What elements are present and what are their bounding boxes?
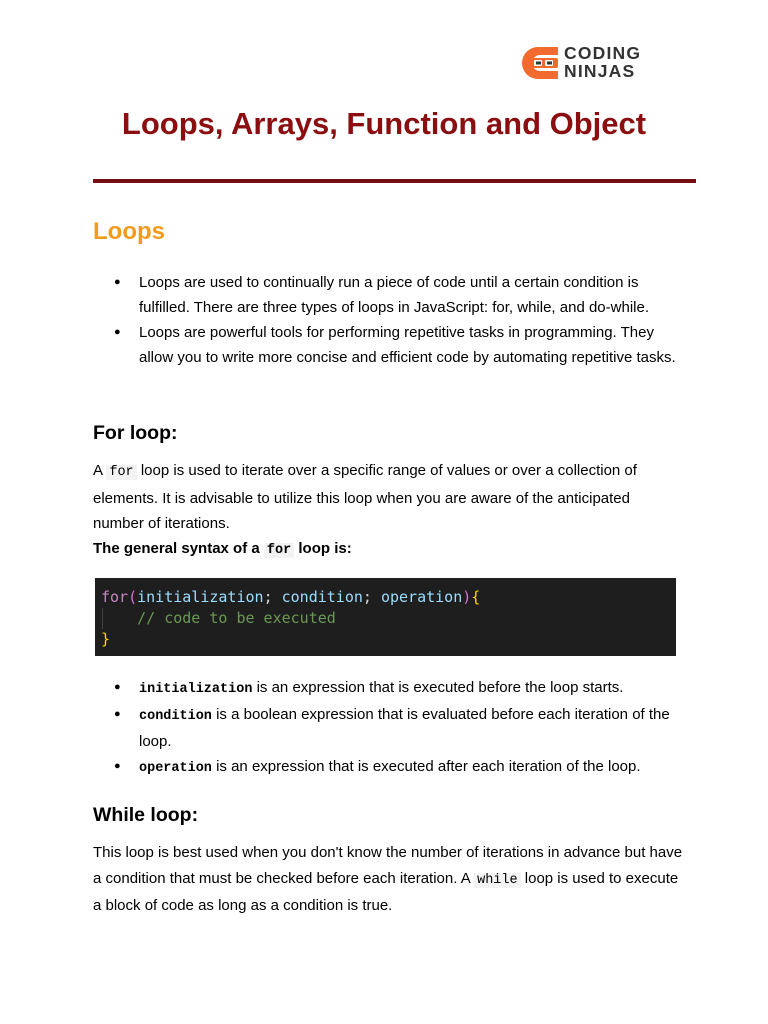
while-loop-description [93, 840, 683, 919]
for-loop-heading: For loop: [93, 422, 178, 444]
code-line-2 [95, 608, 676, 629]
code-line-3 [95, 629, 676, 650]
list-item [93, 675, 683, 702]
list-item: ● Loops are powerful tools for performing repetitive tasks in programming. They allow you to write more concise and efficient code by automating repetitive tasks. [93, 320, 683, 370]
ninja-mask-icon [522, 47, 558, 79]
logo-text-line2: NINJAS [564, 61, 636, 81]
inline-code-for: for [264, 543, 294, 558]
param-term: initialization [139, 682, 253, 697]
code-param: operation [380, 588, 463, 606]
param-bullet-list [93, 675, 683, 781]
text-span: loop is used to iterate over a specific range of values or over a collection of elements. It is advisable to utilize this loop when you are aware of the anticipated number of iterations. [93, 462, 637, 532]
code-param: condition [281, 588, 363, 606]
text-span: A [93, 462, 107, 479]
syntax-caption [93, 536, 683, 564]
code-line-1 [95, 587, 676, 608]
coding-ninjas-logo [522, 44, 662, 84]
for-loop-description [93, 458, 683, 537]
code-brace: } [101, 630, 111, 648]
code-paren: ) [462, 588, 472, 606]
param-desc: is an expression that is executed before the loop starts. [252, 679, 624, 696]
code-brace: { [471, 588, 481, 606]
intro-bullet-list [93, 270, 683, 370]
param-desc: is a boolean expression that is evaluated before each iteration of the loop. [139, 706, 670, 750]
title-divider [93, 179, 696, 183]
while-loop-heading: While loop: [93, 804, 199, 826]
indent-guide [102, 608, 103, 629]
inline-code-while: while [474, 873, 521, 888]
code-keyword: for [101, 588, 129, 606]
code-separator: ; [263, 588, 282, 606]
inline-code-for: for [106, 465, 136, 480]
param-term: operation [139, 761, 212, 776]
code-separator: ; [362, 588, 381, 606]
code-param: initialization [137, 588, 264, 606]
param-desc: is an expression that is executed after each iteration of the loop. [211, 758, 641, 775]
list-item: ● Loops are used to continually run a piece of code until a certain condition is fulfilled. There are three types of loops in JavaScript: for, while, and do-while. [93, 270, 683, 320]
param-term: condition [139, 709, 212, 724]
list-item [93, 754, 683, 781]
page-title: Loops, Arrays, Function and Object [121, 106, 647, 141]
text-span: The general syntax of a [93, 540, 264, 557]
list-item [93, 702, 683, 754]
code-paren: ( [128, 588, 138, 606]
text-span: This loop is best used when you don't know the number of iterations in advance but have a condition that must be checked before each iteration. A [93, 844, 683, 887]
section-heading-loops: Loops [93, 218, 165, 245]
code-comment: // code to be executed [137, 609, 336, 627]
text-span: loop is used to execute a block of code as long as a condition is true. [93, 869, 679, 914]
code-block [95, 578, 676, 656]
text-span: loop is: [294, 540, 352, 557]
logo-text-line1: CODING [564, 43, 642, 63]
